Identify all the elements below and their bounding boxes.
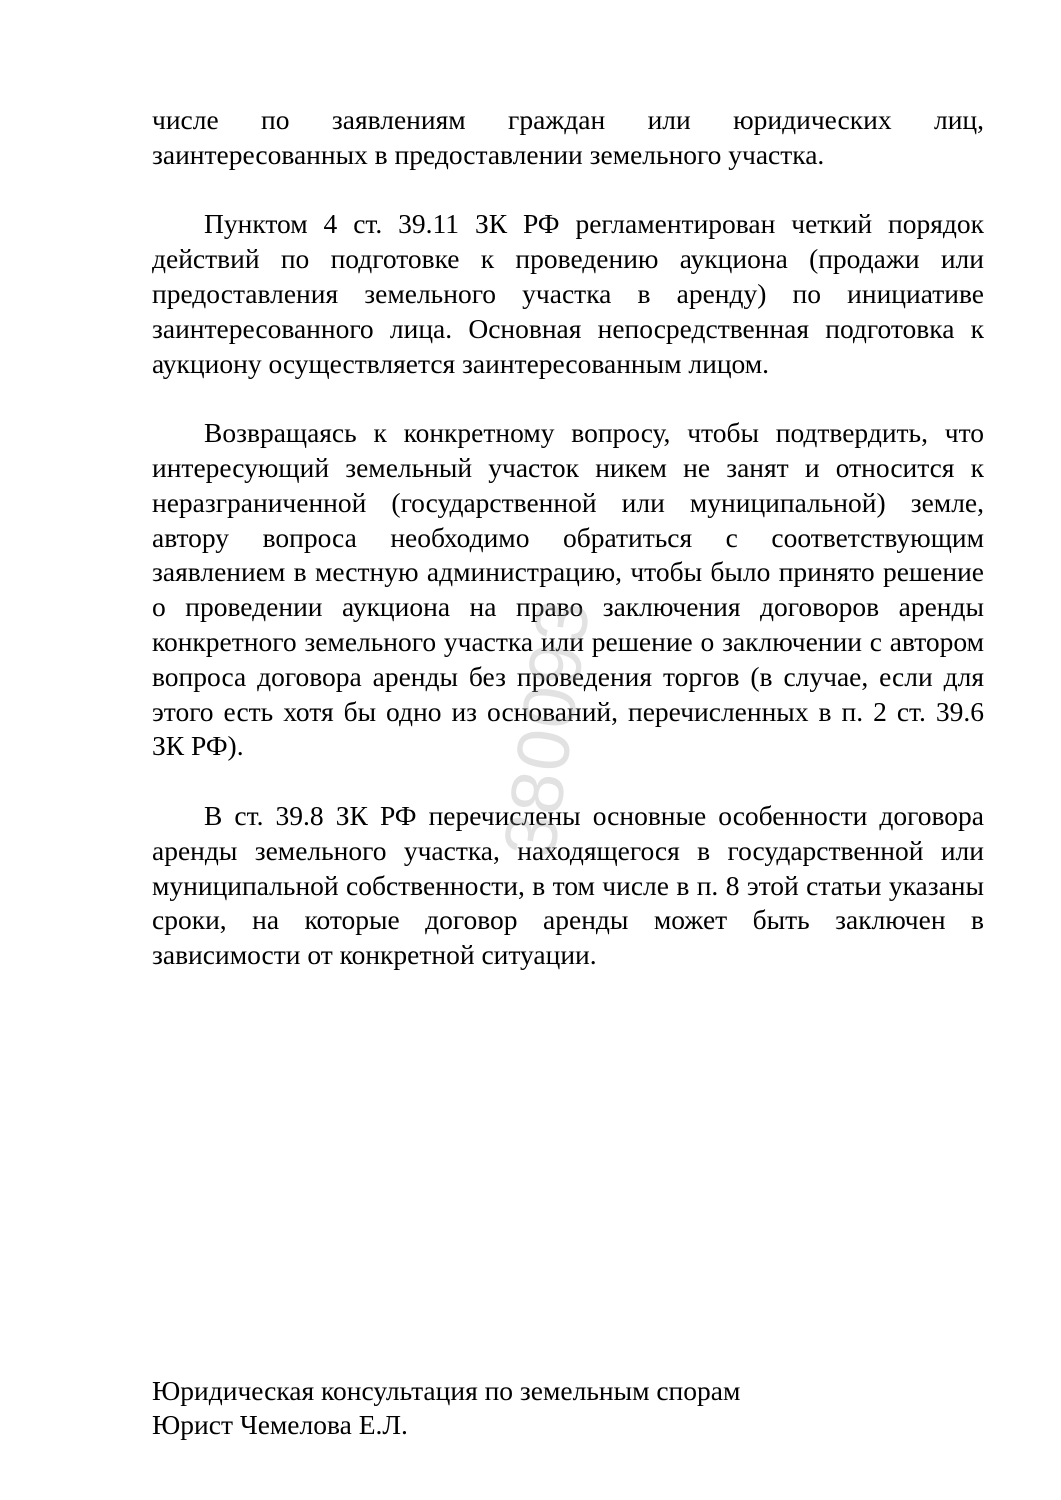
watermark: 380093 [487,593,606,862]
paragraph-auction-procedure: Пунктом 4 ст. 39.11 ЗК РФ регламентирован четкий порядок действий по подготовке к проведению аукциона (продажи или предоставления земельного участка в аренду) по инициативе заинтересованного лица. Основная непосредственная подготовка к аукциону осуществляется заинтересованным лицом. [152,208,984,379]
paragraph-lease-features: В ст. 39.8 ЗК РФ перечислены основные особенности договора аренды земельного участка, находящегося в государственной или муниципальной собственности, в том числе в п. 8 этой статьи указаны сроки, на которые договор аренды может быть заключен в зависимости от конкретной ситуации. [152,799,984,971]
document-body [152,103,984,1008]
signature-lawyer-name: Юрист Чемелова Е.Л. [152,1409,408,1440]
signature-organization: Юридическая консультация по земельным спорам [152,1375,741,1406]
signature-block [152,1374,984,1442]
paragraph-continuation: числе по заявлениям граждан или юридических лиц, заинтересованных в предоставлении земельного участка. [152,104,984,170]
paragraph-specific-question: Возвращаясь к конкретному вопросу, чтобы подтвердить, что интересующий земельный участок никем не занят и относится к неразграниченной (государственной или муниципальной) земле, автору вопроса необходимо обратиться с соответствующим заявлением в местную администрацию, чтобы было принято решение о проведении аукциона на право заключения договоров аренды конкретного земельного участка или решение о заключении с автором вопроса договора аренды без проведения торгов (в случае, если для этого есть хотя бы одно из оснований, перечисленных в п. 2 ст. 39.6 ЗК РФ). [152,417,984,762]
